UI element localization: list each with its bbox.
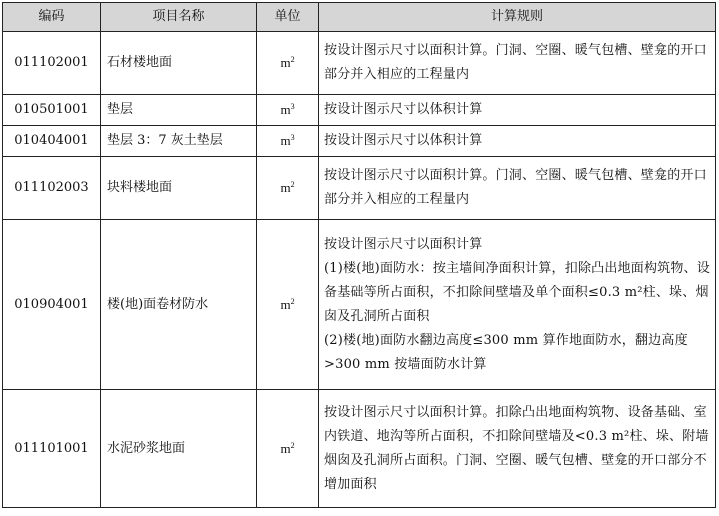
unit-base: m xyxy=(280,55,291,70)
table-row xyxy=(3,32,716,95)
table-row xyxy=(3,157,716,220)
rule-text: 按设计图示尺寸以体积计算 xyxy=(324,133,483,148)
item-name: 块料楼地面 xyxy=(101,157,257,220)
unit-exponent: 2 xyxy=(290,440,295,450)
table-row xyxy=(3,95,716,126)
item-code: 010404001 xyxy=(3,126,101,157)
table-header-row xyxy=(3,3,716,32)
rule-text: (2)楼(地)面防水翻边高度≤300 mm 算作地面防水，翻边高度>300 mm 按墙面防水计算 xyxy=(324,332,688,372)
item-unit xyxy=(257,220,319,390)
item-unit xyxy=(257,95,319,126)
item-code: 010501001 xyxy=(3,95,101,126)
item-name: 垫层 xyxy=(101,95,257,126)
unit-exponent: 2 xyxy=(290,296,295,306)
table-row xyxy=(3,126,716,157)
item-name: 垫层 3：7 灰土垫层 xyxy=(101,126,257,157)
item-code: 011102001 xyxy=(3,32,101,95)
header-unit: 单位 xyxy=(257,3,319,32)
table-row xyxy=(3,220,716,390)
rule-text: 按设计图示尺寸以面积计算 xyxy=(324,236,483,252)
unit-base: m xyxy=(280,440,291,456)
header-name: 项目名称 xyxy=(101,3,257,32)
item-rule xyxy=(319,126,716,157)
item-code: 010904001 xyxy=(3,220,101,390)
unit-base: m xyxy=(280,102,291,117)
item-rule xyxy=(319,95,716,126)
rule-text: 按设计图示尺寸以面积计算。门洞、空圈、暖气包槽、壁龛的开口部分并入相应的工程量内 xyxy=(324,168,707,207)
item-code: 011101001 xyxy=(3,390,101,508)
rule-text: 按设计图示尺寸以面积计算。扣除凸出地面构筑物、设备基础、室内铁道、地沟等所占面积，不扣除间壁墙及<0.3 m²柱、垛、附墙烟囱及孔洞所占面积。门洞、空圈、暖气包槽、壁龛的开口部分不增加面积 xyxy=(324,404,709,492)
unit-exponent: 2 xyxy=(290,55,295,64)
unit-exponent: 3 xyxy=(290,133,295,142)
item-unit xyxy=(257,390,319,508)
item-unit xyxy=(257,126,319,157)
unit-base: m xyxy=(280,133,291,148)
item-rule xyxy=(319,32,716,95)
item-rule xyxy=(319,220,716,390)
unit-base: m xyxy=(280,296,291,312)
item-rule xyxy=(319,157,716,220)
item-unit xyxy=(257,32,319,95)
calculation-rules-table xyxy=(2,2,716,508)
item-name: 水泥砂浆地面 xyxy=(101,390,257,508)
item-rule xyxy=(319,390,716,508)
item-unit xyxy=(257,157,319,220)
unit-exponent: 3 xyxy=(290,102,295,111)
rule-text: 按设计图示尺寸以面积计算。门洞、空圈、暖气包槽、壁龛的开口部分并入相应的工程量内 xyxy=(324,43,707,82)
item-name: 楼(地)面卷材防水 xyxy=(101,220,257,390)
unit-exponent: 2 xyxy=(290,180,295,189)
item-code: 011102003 xyxy=(3,157,101,220)
rule-text: 按设计图示尺寸以体积计算 xyxy=(324,102,483,117)
rule-text: (1)楼(地)面防水：按主墙间净面积计算，扣除凸出地面构筑物、设备基础等所占面积，不扣除间壁墙及单个面积≤0.3 m²柱、垛、烟囱及孔洞所占面积 xyxy=(324,260,710,324)
header-code: 编码 xyxy=(3,3,101,32)
unit-base: m xyxy=(280,180,291,195)
header-rule: 计算规则 xyxy=(319,3,716,32)
item-name: 石材楼地面 xyxy=(101,32,257,95)
table-row xyxy=(3,390,716,508)
